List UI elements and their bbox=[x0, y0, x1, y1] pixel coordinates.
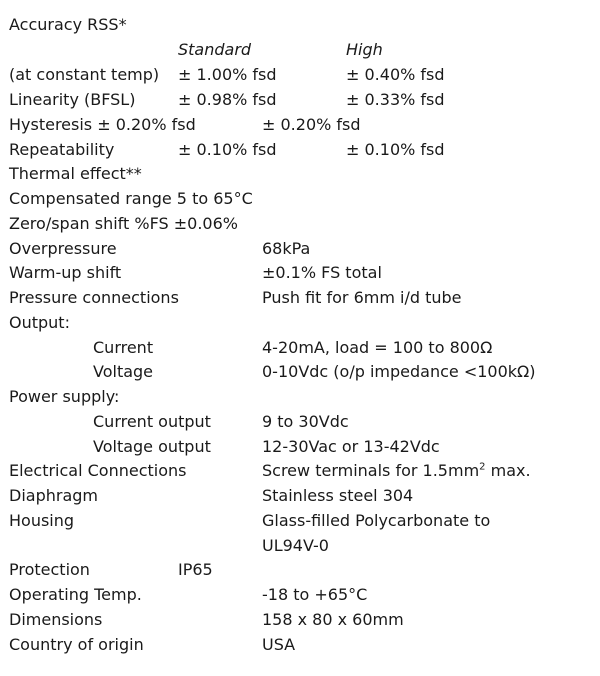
column-standard: Standard bbox=[178, 40, 252, 59]
warmup-label: Warm-up shift bbox=[9, 263, 122, 282]
overpressure-value: 68kPa bbox=[262, 239, 311, 258]
warmup-value: ±0.1% FS total bbox=[262, 263, 382, 282]
accuracy-heading: Accuracy RSS* bbox=[9, 15, 127, 34]
housing-value-line2: UL94V-0 bbox=[262, 536, 329, 555]
power-current-label: Current output bbox=[93, 412, 211, 431]
repeatability-label: Repeatability bbox=[9, 140, 115, 159]
protection-label: Protection bbox=[9, 560, 90, 579]
compensated-range: Compensated range 5 to 65°C bbox=[9, 189, 253, 208]
constant-temp-high: ± 0.40% fsd bbox=[346, 65, 445, 84]
dimensions-value: 158 x 80 x 60mm bbox=[262, 610, 404, 629]
constant-temp-standard: ± 1.00% fsd bbox=[178, 65, 277, 84]
power-voltage-label: Voltage output bbox=[93, 437, 211, 456]
hysteresis-label: Hysteresis ± 0.20% fsd bbox=[9, 115, 196, 134]
hysteresis-high: ± 0.20% fsd bbox=[262, 115, 361, 134]
output-voltage-value: 0-10Vdc (o/p impedance <100kΩ) bbox=[262, 362, 536, 381]
repeatability-high: ± 0.10% fsd bbox=[346, 140, 445, 159]
linearity-standard: ± 0.98% fsd bbox=[178, 90, 277, 109]
output-voltage-label: Voltage bbox=[93, 362, 154, 381]
power-voltage-value: 12-30Vac or 13-42Vdc bbox=[262, 437, 440, 456]
pressure-connections-label: Pressure connections bbox=[9, 288, 179, 307]
linearity-label: Linearity (BFSL) bbox=[9, 90, 136, 109]
output-current-value: 4-20mA, load = 100 to 800Ω bbox=[262, 338, 493, 357]
overpressure-label: Overpressure bbox=[9, 239, 117, 258]
electrical-label: Electrical Connections bbox=[9, 461, 187, 480]
pressure-connections-value: Push fit for 6mm i/d tube bbox=[262, 288, 462, 307]
constant-temp-label: (at constant temp) bbox=[9, 65, 160, 84]
output-current-label: Current bbox=[93, 338, 154, 357]
housing-label: Housing bbox=[9, 511, 75, 530]
housing-value-line1: Glass-filled Polycarbonate to bbox=[262, 511, 491, 530]
power-heading: Power supply: bbox=[9, 387, 120, 406]
operating-temp-label: Operating Temp. bbox=[9, 585, 142, 604]
diaphragm-label: Diaphragm bbox=[9, 486, 98, 505]
diaphragm-value: Stainless steel 304 bbox=[262, 486, 414, 505]
repeatability-standard: ± 0.10% fsd bbox=[178, 140, 277, 159]
country-value: USA bbox=[262, 635, 296, 654]
dimensions-label: Dimensions bbox=[9, 610, 103, 629]
thermal-heading: Thermal effect** bbox=[9, 164, 142, 183]
column-high: High bbox=[346, 40, 383, 59]
protection-value: IP65 bbox=[178, 560, 213, 579]
country-label: Country of origin bbox=[9, 635, 144, 654]
power-current-value: 9 to 30Vdc bbox=[262, 412, 349, 431]
operating-temp-value: -18 to +65°C bbox=[262, 585, 368, 604]
electrical-value: Screw terminals for $1.5mm^2$ max. bbox=[262, 461, 531, 480]
linearity-high: ± 0.33% fsd bbox=[346, 90, 445, 109]
output-heading: Output: bbox=[9, 313, 70, 332]
zero-span-shift: Zero/span shift %FS ±0.06% bbox=[9, 214, 238, 233]
